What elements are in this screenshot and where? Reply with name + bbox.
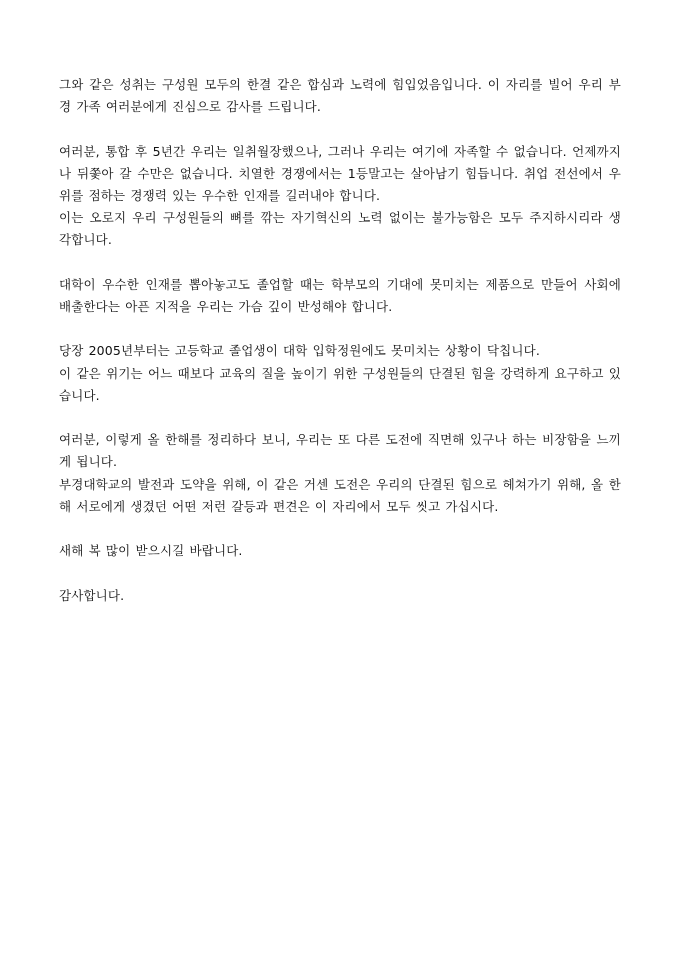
paragraph-line: 그와 같은 성취는 구성원 모두의 한결 같은 합심과 노력에 힘입었음입니다. 이 자리를 빌어 우리 부경 가족 여러분에게 진심으로 감사를 드립니다. — [59, 77, 621, 115]
paragraph-line: 대학이 우수한 인재를 뽑아놓고도 졸업할 때는 학부모의 기대에 못미치는 제품으로 만들어 사회에 배출한다는 아픈 지적을 우리는 가슴 깊이 반성해야 합니다. — [59, 276, 621, 314]
paragraph-line: 새해 복 많이 받으시길 바랍니다. — [59, 543, 243, 559]
paragraph-line: 이 같은 위기는 어느 때보다 교육의 질을 높이기 위한 구성원들의 단결된 힘을 강력하게 요구하고 있습니다. — [59, 365, 621, 403]
paragraph-2 — [59, 141, 621, 252]
paragraph-line: 당장 2005년부터는 고등학교 졸업생이 대학 입학정원에도 못미치는 상황이 닥칩니다. — [59, 343, 540, 359]
paragraph-line: 이는 오로지 우리 구성원들의 뼈를 깎는 자기혁신의 노력 없이는 불가능함은 모두 주지하시리라 생각합니다. — [59, 210, 621, 248]
paragraph-line: 여러분, 통합 후 5년간 우리는 일취월장했으나, 그러나 우리는 여기에 자족할 수 없습니다. 언제까지나 뒤쫓아 갈 수만은 없습니다. 치열한 경쟁에서는 1등말고는 살아남기 힘듭니다. 취업 전선에서 우위를 점하는 경쟁력 있는 우수한 인재를 길러내야 합니다. — [59, 143, 621, 203]
document-body — [59, 74, 621, 629]
paragraph-7 — [59, 585, 621, 607]
paragraph-1 — [59, 74, 621, 118]
paragraph-line: 여러분, 이렇게 올 한해를 정리하다 보니, 우리는 또 다른 도전에 직면해 있구나 하는 비장함을 느끼게 됩니다. — [59, 432, 621, 470]
paragraph-3 — [59, 274, 621, 318]
paragraph-line: 감사합니다. — [59, 587, 125, 603]
paragraph-line: 부경대학교의 발전과 도약을 위해, 이 같은 거센 도전은 우리의 단결된 힘으로 헤쳐가기 위해, 올 한해 서로에게 생겼던 어떤 저런 갈등과 편견은 이 자리에서 모두 씻고 가십시다. — [59, 476, 621, 514]
paragraph-5 — [59, 429, 621, 518]
paragraph-4 — [59, 340, 621, 407]
paragraph-6 — [59, 540, 621, 562]
